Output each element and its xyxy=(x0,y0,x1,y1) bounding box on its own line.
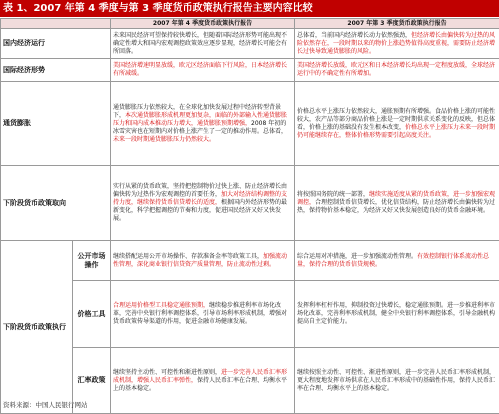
q4-cell xyxy=(111,59,295,82)
q4-cell xyxy=(111,82,295,166)
row-sublabel: 公开市场操作 xyxy=(73,241,111,281)
q4-cell xyxy=(111,29,295,59)
q4-text-highlight: 进一步完善人民币汇率形成机制，增强人民币汇率弹性， xyxy=(113,369,287,384)
q3-cell xyxy=(295,166,499,241)
q4-text: 2008 年初的冰雪灾害也在短期内对价格上涨产生了一定的推动作用。总体看， xyxy=(113,120,287,135)
table-row xyxy=(1,241,499,281)
q4-text-highlight: 合理运用价格型工具稳定通胀预期， xyxy=(113,302,209,309)
header-q4-report: 2007 年第 4 季度货币政策执行报告 xyxy=(111,19,295,29)
q4-text: 根据国内外经济形势的最新变化，科学把握调控的节奏和力度，促进国民经济又好又快发展。 xyxy=(113,199,287,222)
q4-text: 未来国民经济可望保持较快增长，但随着国际经济形势可能出现不确定性增大和国内宏观调控政策效应逐步显现，经济增长可能会有所回落。 xyxy=(113,32,287,55)
q4-text: 通货膨胀压力依然较大，在全球化加快发展过程中经济转型背景下， xyxy=(113,104,281,119)
q3-text: 继续按照主动性、可控性、渐进性原则，进一步完善人民币汇率形成机制，更大程度地发挥市场供求在人民币汇率形成中的基础性作用，保持人民币汇率在合理、均衡水平上的基本稳定。 xyxy=(297,369,495,392)
q4-cell xyxy=(111,348,295,414)
q4-text: 继续坚持主动性、可控性和渐进性原则， xyxy=(113,369,221,376)
policy-comparison-table xyxy=(0,18,499,414)
row-label: 国际经济形势 xyxy=(1,59,111,82)
table-header-row xyxy=(1,19,499,29)
table-title: 表 1、2007 年第 4 季度与第 3 季度货币政策执行报告主要内容比较 xyxy=(0,0,499,17)
q3-text-highlight: 继续实施适度从紧的货币政策，进一步加强宏观调控， xyxy=(297,191,495,206)
q3-cell xyxy=(295,29,499,59)
table-row xyxy=(1,82,499,166)
q3-cell xyxy=(295,59,499,82)
row-label: 通货膨胀 xyxy=(1,82,111,166)
q4-cell xyxy=(111,241,295,281)
q3-text: 发挥利率杠杆作用，抑制投资过快增长，稳定通胀预期。进一步推进利率市场化改革，完善利率形成机制，健全中央银行利率调控体系，引导金融机构提高自主定价能力。 xyxy=(297,302,495,325)
q3-text-highlight: 但经济增长由偏快转为过热的风险依然存在，一段时期以来的物价上涨趋势值得高度重视，需要防止经济增长过快导致通货膨胀的风险。 xyxy=(297,32,495,55)
q4-text: 继续搭配运用公开市场操作、存款准备金率等政策工具， xyxy=(113,253,263,260)
q4-cell xyxy=(111,281,295,348)
q3-text: 合理控制货币信贷增长，优化信贷结构，防止经济增长由偏快转为过热，保持物价基本稳定，为经济又好又快发展创造良好的货币金融环境。 xyxy=(297,199,495,214)
table-row xyxy=(1,281,499,348)
q4-cell xyxy=(111,166,295,241)
row-label: 下阶段货币政策执行 xyxy=(1,241,73,414)
row-label: 国内经济运行 xyxy=(1,29,111,59)
table-row xyxy=(1,29,499,59)
q3-text-highlight: 有效控制银行体系流动性总量，保持合理的货币信贷规模。 xyxy=(297,253,489,268)
q3-cell xyxy=(295,82,499,166)
row-sublabel: 汇率政策 xyxy=(73,348,111,414)
q4-text-highlight: 加大对经济结构调整的支持力度，继续保持货币信贷增长的适度， xyxy=(113,191,287,206)
q3-text: 将按照国务院的统一部署， xyxy=(297,191,369,198)
table-row xyxy=(1,166,499,241)
q3-text-highlight: 美国经济增长放缓，欧元区和日本经济增长均出现一定程度放缓，全球经济运行中的不确定性有所增加。 xyxy=(297,62,495,77)
q3-text: 综合运用对冲措施，进一步加强流动性管理。 xyxy=(297,253,417,260)
q3-cell xyxy=(295,348,499,414)
q4-text: 继续稳步推进利率市场化改革，完善中央银行利率调控体系，引导市场利率形成机制，增强对货币政策传导渠道的作用，促进金融市场健康发展。 xyxy=(113,302,287,325)
q4-text-highlight: 本次通货膨胀形成机理更加复杂，面临的外部输入性通货膨胀压力和国内成本推动压力增大，通货膨胀预期增强， xyxy=(113,112,287,127)
q4-text-highlight: 未来一段时期通货膨胀压力仍然较大。 xyxy=(113,136,215,143)
q3-cell xyxy=(295,281,499,348)
row-label: 下阶段货币政策取向 xyxy=(1,166,111,241)
q3-text: 价格总水平上涨压力依然较大，通胀预期有所增强。食品价格上涨的可能性较大，农产品等部分商品价格上涨是一定时期供求关系变化的反映，但总体看，价格上涨的基础没有发生根本改变， xyxy=(297,108,495,131)
q3-cell xyxy=(295,241,499,281)
table-row xyxy=(1,59,499,82)
q4-text: 实行从紧的货币政策，坚持把控制物价过快上涨、防止经济增长由偏快转为过热作为宏观调控的首要任务， xyxy=(113,183,287,198)
row-sublabel: 价格工具 xyxy=(73,281,111,348)
q4-text-highlight: 加强流动性管理，深化商业银行信贷资产质量管理，防止流动性过剩。 xyxy=(113,253,287,268)
source-note: 资料来源：中国人民银行网站 xyxy=(3,400,88,409)
header-q3-report: 2007 年第 3 季度货币政策执行报告 xyxy=(295,19,499,29)
q4-text: 保持人民币汇率在合理、均衡水平上的基本稳定。 xyxy=(113,377,287,392)
q3-text: 总体看，当前国内经济增长动力依然强劲， xyxy=(297,32,411,39)
q4-text-highlight: 美国经济增速明显放缓，欧元区经济面临下行风险，日本经济增长有所减缓。 xyxy=(113,62,287,77)
header-blank xyxy=(1,19,111,29)
q3-text-highlight: 价格总水平上涨压力未来一段时期仍可能继续存在，整体价格形势需要引起高度关注。 xyxy=(297,124,495,139)
